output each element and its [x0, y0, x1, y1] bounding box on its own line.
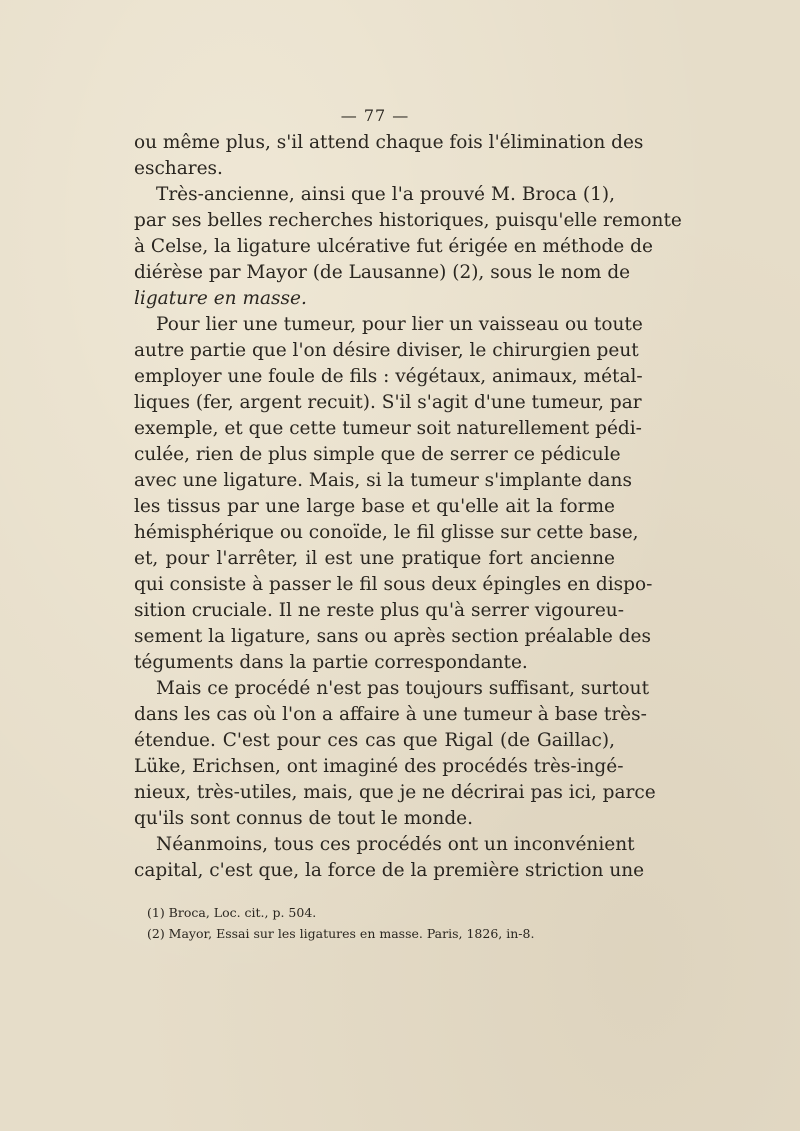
text-line: à Celse, la ligature ulcérative fut érigée en méthode de — [134, 236, 653, 257]
text-line: autre partie que l'on désire diviser, le chirurgien peut — [134, 340, 639, 361]
text-line: les tissus par une large base et qu'elle ait la forme — [134, 496, 615, 517]
text-line: sition cruciale. Il ne reste plus qu'à serrer vigoureu- — [134, 600, 624, 621]
text-line: Pour lier une tumeur, pour lier un vaisseau ou toute — [156, 314, 643, 335]
footnote: (1) Broca, Loc. cit., p. 504. — [147, 905, 317, 920]
text-line: eschares. — [134, 158, 223, 179]
text-line: par ses belles recherches historiques, puisqu'elle remonte — [134, 210, 682, 231]
text-line: étendue. C'est pour ces cas que Rigal (de Gaillac), — [134, 730, 615, 751]
text-line: liques (fer, argent recuit). S'il s'agit d'une tumeur, par — [134, 392, 642, 413]
text-line: Lüke, Erichsen, ont imaginé des procédés très-ingé- — [134, 756, 624, 777]
text-line: exemple, et que cette tumeur soit naturellement pédi- — [134, 418, 642, 439]
page-number: — 77 — — [340, 106, 410, 125]
footnote: (2) Mayor, Essai sur les ligatures en masse. Paris, 1826, in-8. — [147, 926, 535, 941]
text-line: ligature en masse. — [134, 288, 307, 309]
text-line: employer une foule de fils : végétaux, animaux, métal- — [134, 366, 643, 387]
text-line: qu'ils sont connus de tout le monde. — [134, 808, 474, 829]
text-line: Très-ancienne, ainsi que l'a prouvé M. Broca (1), — [156, 184, 615, 205]
text-line: sement la ligature, sans ou après section préalable des — [134, 626, 651, 647]
text-line: nieux, très-utiles, mais, que je ne décrirai pas ici, parce — [134, 782, 656, 803]
text-line: capital, c'est que, la force de la première striction une — [134, 860, 645, 881]
text-line: dans les cas où l'on a affaire à une tumeur à base très- — [134, 704, 647, 725]
footnotes — [147, 902, 607, 944]
text-line: et, pour l'arrêter, il est une pratique fort ancienne — [134, 548, 615, 569]
text-line: Mais ce procédé n'est pas toujours suffisant, surtout — [156, 678, 650, 699]
text-line: avec une ligature. Mais, si la tumeur s'implante dans — [134, 470, 632, 491]
text-line: Néanmoins, tous ces procédés ont un inconvénient — [156, 834, 635, 855]
text-line: qui consiste à passer le fil sous deux épingles en dispo- — [134, 574, 653, 595]
text-line: téguments dans la partie correspondante. — [134, 652, 528, 673]
text-line: culée, rien de plus simple que de serrer ce pédicule — [134, 444, 621, 465]
body-text — [134, 130, 682, 884]
text-line: hémisphérique ou conoïde, le fil glisse sur cette base, — [134, 522, 639, 543]
text-line: ou même plus, s'il attend chaque fois l'élimination des — [134, 132, 644, 153]
text-line: diérèse par Mayor (de Lausanne) (2), sous le nom de — [134, 262, 631, 283]
